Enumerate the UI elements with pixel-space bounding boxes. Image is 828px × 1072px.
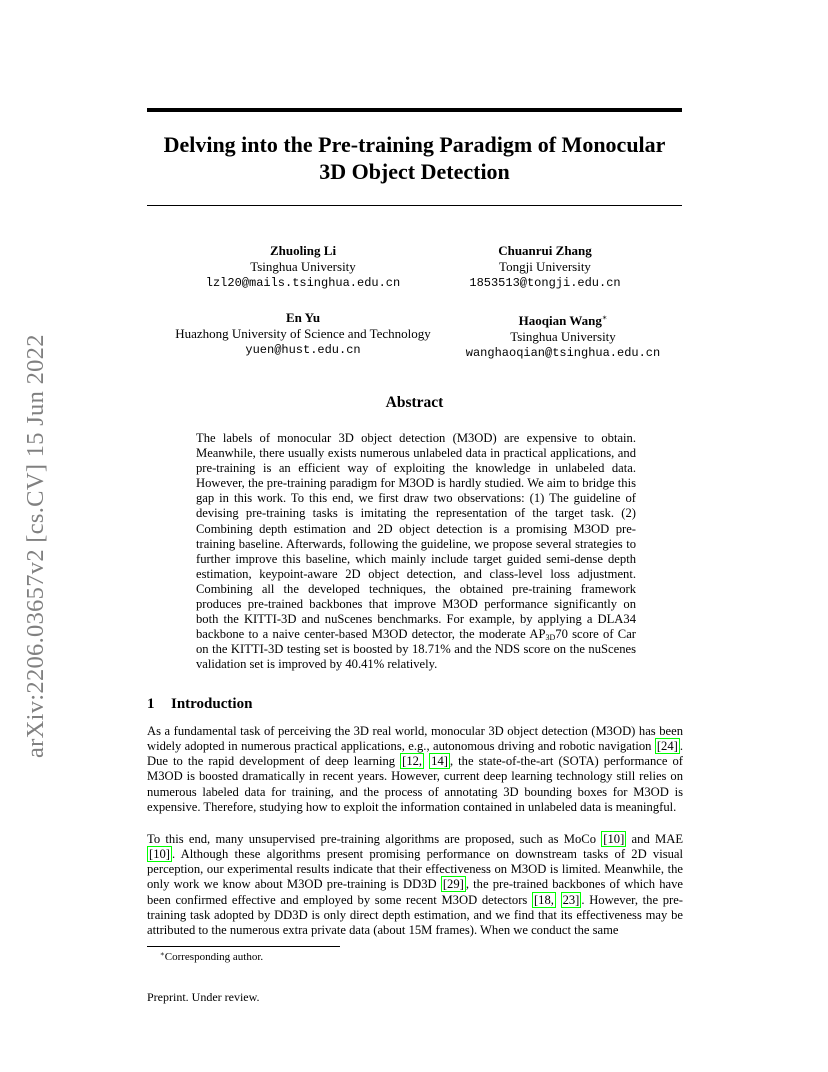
author-email[interactable]: yuen@hust.edu.cn: [245, 343, 361, 357]
author-email[interactable]: lzl20@mails.tsinghua.edu.cn: [205, 276, 401, 290]
corresponding-author-mark: ∗: [601, 313, 608, 322]
title-top-rule: [147, 108, 682, 112]
author-affiliation: Tsinghua University: [510, 329, 616, 344]
author-email[interactable]: 1853513@tongji.edu.cn: [469, 276, 621, 290]
author-name: En Yu: [285, 310, 321, 325]
title-line-2: 3D Object Detection: [319, 159, 510, 184]
section-title: Introduction: [171, 696, 253, 712]
arxiv-identifier-stamp: arXiv:2206.03657v2 [cs.CV] 15 Jun 2022: [22, 334, 49, 758]
title-line-1: Delving into the Pre-training Paradigm of Monocular: [163, 132, 666, 157]
footnote: ∗Corresponding author.: [160, 950, 264, 963]
citation-link[interactable]: [29]: [442, 877, 464, 892]
abstract-body: The labels of monocular 3D object detection (M3OD) are expensive to obtain. Meanwhile, there usually exists numerous unlabeled data in practical applications, and pre-training is an efficient way of exploiting the knowledge in unlabeled data. However, the pre-training paradigm for M3OD is hardly studied. We aim to bridge this gap in this work. To this end, we first draw two observations: (1) The guideline of devising pre-training tasks is imitating the representation of the target task. (2) Combining depth estimation and 2D object detection is a promising M3OD pre-training baseline. Afterwards, following the guideline, we propose several strategies to further improve this baseline, which mainly include target guided semi-dense depth estimation, keypoint-aware 2D object detection, and class-level loss adjustment. Combining all the developed techniques, the obtained pre-training framework produces pre-trained backbones that improve M3OD performance significantly on both the KITTI-3D and nuScenes benchmarks. For example, by applying a DLA34 backbone to a naive center-based M3OD detector, the moderate $AP_{3D}70$ score of Car on the KITTI-3D testing set is boosted by 18.71% and the NDS score on the nuScenes validation set is improved by 40.41% relatively.: [196, 431, 636, 672]
author-name: Zhuoling Li: [269, 243, 337, 258]
title-bottom-rule: [147, 205, 682, 206]
footnote-rule: [147, 946, 340, 947]
citation-link[interactable]: [12,: [402, 754, 423, 769]
author-block: [413, 310, 713, 361]
citation-link[interactable]: [24]: [656, 739, 678, 754]
abstract-heading: Abstract: [385, 394, 444, 411]
citation-link[interactable]: [10]: [603, 832, 625, 846]
author-email[interactable]: wanghaoqian@tsinghua.edu.cn: [465, 346, 661, 360]
author-block: [395, 243, 695, 291]
author-affiliation: Huazhong University of Science and Technology: [175, 326, 431, 341]
author-affiliation: Tsinghua University: [250, 259, 356, 274]
author-block: [153, 310, 453, 358]
section-number: 1: [147, 696, 155, 712]
section-heading-introduction: [147, 696, 682, 713]
preprint-notice: Preprint. Under review.: [147, 990, 260, 1004]
author-name: Chuanrui Zhang: [498, 243, 592, 258]
intro-paragraph-2: To this end, many unsupervised pre-training algorithms are proposed, such as MoCo [10] and MAE [10] . Although these algorithms present promising performance on downstream tasks of 2D visual perception, our experimental results indicate that their effectiveness on M3OD is limited. Meanwhile, the only work we know about M3OD pre-training is DD3D [29] , the pre-trained backbones of which have been confirmed effective and employed by some recent M3OD detectors [18, 23] . However, the pre-training task adopted by DD3D is only direct depth estimation, and we find that its effectiveness may be attributed to the numerous extra private data (about 15M frames). When we conduct the same: [147, 832, 684, 937]
author-affiliation: Tongji University: [499, 259, 591, 274]
citation-link[interactable]: [18,: [533, 892, 554, 907]
intro-paragraph-1: As a fundamental task of perceiving the 3D real world, monocular 3D object detection (M3OD) has been widely adopted in numerous practical applications, e.g., autonomous driving and robotic navigation [24] . Due to the rapid development of deep learning [12, 14] , the state-of-the-art (SOTA) performance of M3OD is boosted dramatically in recent years. However, current deep learning technology still relies on numerous labeled data for training, and the process of annotating 3D bounding boxes for M3OD is expensive. Therefore, studying how to exploit the information contained in unlabeled data is meaningful.: [147, 724, 683, 814]
citation-link[interactable]: 14]: [431, 754, 448, 769]
paper-title: [147, 131, 682, 185]
author-name: Haoqian Wang∗: [518, 313, 608, 328]
citation-link[interactable]: 23]: [562, 892, 580, 907]
citation-link[interactable]: [10]: [149, 847, 170, 862]
